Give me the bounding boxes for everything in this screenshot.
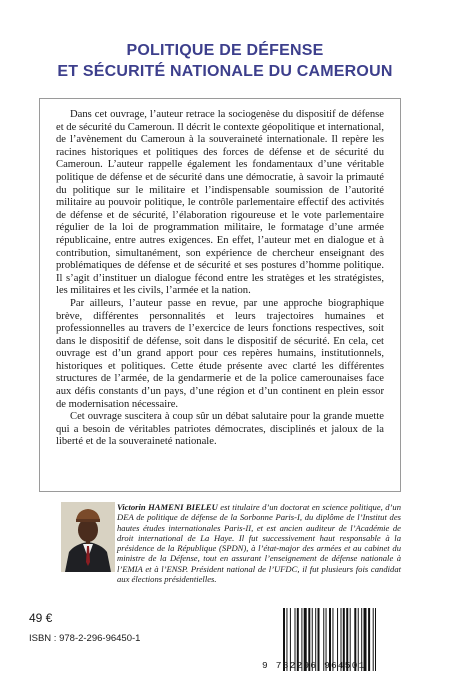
book-title [0,40,450,82]
author-bio-text [117,502,401,584]
summary-paragraph-2: Par ailleurs, l’auteur passe en revue, par une approche biographique brève, différentes personnalités et leurs trajectoires humaines et professionnelles au travers de l’exercice de leurs fonctions respectives, soit dans le dispositif de défense, soit dans le dispositif de sécurité. En cela, cet ouvrage est d’un grand apport pour ces repères humains, institutionnels, historiques et politiques. Cette étude présente avec clarté les différentes structures de l’armée, de la gendarmerie et de la police camerounaises face aux défis constants d’un pays, d’une région et d’un continent en plein essor de modernisation nécessaire. [56,297,384,410]
author-name: Victorin HAMENI BIELEU [117,502,218,512]
summary-paragraph-3: Cet ouvrage suscitera à coup sûr un débat salutaire pour la grande muette qui a besoin de véritables patriotes démocrates, disciplinés et jaloux de la liberté et de la souveraineté nationale. [56,411,384,448]
summary-frame [39,98,401,492]
title-line-1: POLITIQUE DE DÉFENSE [126,42,324,59]
title-line-2: ET SÉCURITÉ NATIONALE DU CAMEROUN [57,63,393,80]
author-bio-body: est titulaire d’un doctorat en science politique, d’un DEA de politique de défense de la Sorbonne Paris-I, du diplôme de l’Institut des hautes études internationales Paris-II, et est ancien auditeur de l’Académie de droit international de La Haye. Il fut successivement haut responsable à la présidence de la République (SPDN), à l’état-major des armées et au cabinet du ministre de la Défense, tout en assurant l’enseignement de défense nationale à l’EMIA et à l’ENSP. Président national de l’UFDC, il fut plusieurs fois candidat aux élections présidentielles. [117,502,401,585]
summary-paragraph-1: Dans cet ouvrage, l’auteur retrace la sociogenèse du dispositif de défense et de sécurité du Cameroun. Il décrit le contexte géopolitique et international, de l’avènement du Cameroun à la souveraineté internationale. Il repère les racines historiques et politiques des forces de défense et de sécurité du Cameroun. L’auteur rappelle également les fondamentaux d’une véritable politique de défense et de sécurité dans une démocratie, à savoir la primauté du politique sur le militaire et l’indispensable soumission de l’autorité militaire au pouvoir politique, le contrôle parlementaire effectif des activités de défense et de sécurité, l’élaboration rigoureuse et le vote parlementaire régulier de la loi de programmation militaire, le formatage d’une armée républicaine, entre autres exigences. En effet, l’auteur met en dialogue et à contribution, simultanément, son expérience de chercheur enseignant des problématiques de défense et de sécurité et ses postures d’homme politique. Il s’agit d’instituer un dialogue fécond entre les stratèges et les stratégistes, les militaires et les civils, l’armée et la nation. [56,109,384,297]
isbn-label: ISBN : 978-2-296-96450-1 [29,633,141,644]
author-portrait-image [61,502,115,572]
barcode-digits: 9 782296 964501 [262,660,366,671]
price-label: 49 € [29,611,53,625]
author-photo [61,502,115,572]
